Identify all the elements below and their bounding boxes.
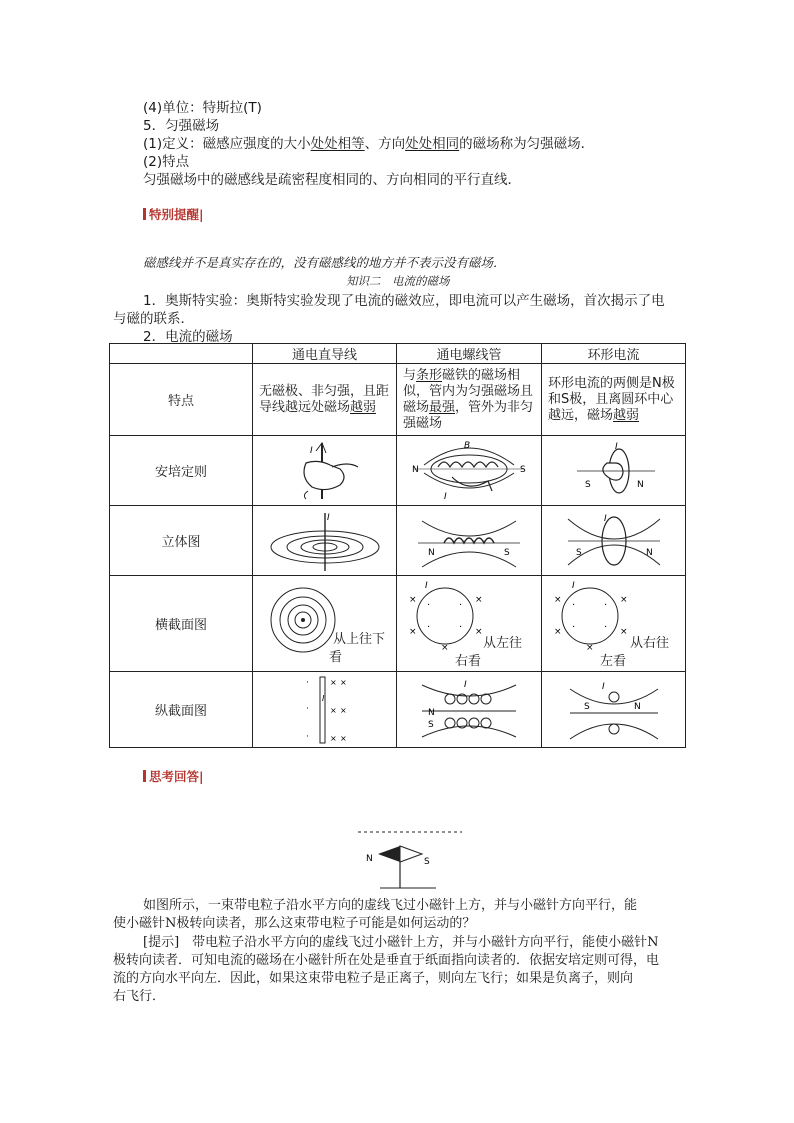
long-dot-1: · (305, 677, 309, 688)
label-bar-2 (143, 770, 146, 782)
cross-3: × (475, 595, 483, 605)
unit-line: (4)单位：特斯拉(T) (143, 100, 262, 116)
oersted-line-2: 与磁的联系． (113, 311, 194, 327)
special-note-label-text: 特别提醒 (149, 207, 200, 222)
label-N-3d: N (428, 547, 435, 558)
label-I-ring-3d: I (603, 513, 607, 524)
special-note-label: 特别提醒| (143, 205, 204, 223)
dot-2: · (459, 600, 463, 611)
cell-ring-ampere (542, 436, 686, 506)
answer-line-4: 右飞行． (113, 989, 166, 1004)
cell-ring-cross (542, 576, 686, 672)
label-S: S (520, 464, 526, 475)
long-dot-3: · (305, 731, 309, 742)
label-I-ring: I (614, 441, 618, 452)
dot-3: · (427, 622, 431, 633)
ring-3d-figure (554, 509, 674, 573)
solenoid-feature-suffix: ，管外为非匀强磁场 (403, 399, 534, 431)
ring-feature-underline: 越弱 (613, 407, 640, 423)
label-S-3d: S (504, 547, 510, 558)
long-cross-4: × (339, 705, 347, 715)
ring-cross-3: × (620, 595, 628, 605)
label-I-ring-long: I (601, 681, 605, 692)
ring-cross-5: × (586, 643, 594, 652)
current-field-heading: 2．电流的磁场 (143, 329, 233, 345)
ring-cross-4: × (620, 627, 628, 637)
long-cross-5: × (329, 733, 337, 743)
current-field-table (109, 343, 686, 748)
straight-cross-wrap (253, 576, 396, 671)
straight-wire-3d-figure (265, 509, 385, 573)
table-row-longitudinal (110, 672, 686, 748)
cell-ring-long (542, 672, 686, 748)
long-cross-2: × (339, 677, 347, 687)
cell-solenoid-3d (397, 506, 542, 576)
cell-straight-ampere (253, 436, 397, 506)
label-N-sol-long: N (428, 707, 435, 718)
features-text: 匀强磁场中的磁感线是疏密程度相同的、方向相同的平行直线． (143, 172, 521, 188)
ring-right-hand-figure (559, 439, 669, 503)
cell-straight-cross (253, 576, 397, 672)
compass-S-label: S (424, 857, 430, 867)
cell-straight-features (253, 364, 397, 436)
straight-wire-right-hand-figure (270, 439, 380, 503)
label-bar (143, 208, 146, 220)
label-S-ring: S (584, 479, 591, 490)
caption-top-down-b: 看 (329, 650, 343, 665)
caption-right-left-a: 从右往 (630, 636, 670, 651)
think-answer-label-text: 思考回答 (149, 769, 200, 784)
compass-N-label: N (366, 854, 373, 864)
label-N-ring-long: N (633, 701, 641, 712)
ring-cross-1: × (554, 595, 562, 605)
long-cross-1: × (329, 677, 337, 687)
ring-cross-wrap (542, 576, 685, 671)
table-row-ampere (110, 436, 686, 506)
cell-solenoid-ampere (397, 436, 542, 506)
knowledge-two-title: 知识二 电流的磁场 (346, 274, 450, 288)
solenoid-feature-underline-1: 条形 (416, 367, 443, 383)
header-empty (110, 344, 253, 364)
cross-1: × (409, 595, 417, 605)
header-solenoid: 通电螺线管 (397, 344, 542, 364)
ring-dot-1: · (572, 600, 576, 611)
label-I-sol-long: I (464, 679, 467, 690)
caption-left-right-a: 从左往 (483, 636, 523, 651)
straight-long-figure (270, 675, 380, 745)
definition-suffix: 的磁场称为匀强磁场． (459, 136, 595, 152)
ring-dot-2: · (604, 600, 608, 611)
cell-straight-long (253, 672, 397, 748)
row-label-3d: 立体图 (110, 506, 253, 576)
compass-figure (352, 826, 468, 892)
uniform-field-definition (143, 135, 594, 153)
label-I-long: I (321, 693, 324, 703)
definition-prefix: (1)定义：磁感应强度的大小 (143, 136, 311, 152)
cross-4: × (475, 627, 483, 637)
long-cross-3: × (329, 705, 337, 715)
label-B: B (464, 440, 471, 451)
think-answer-label: 思考回答| (143, 767, 204, 785)
cross-2: × (409, 627, 417, 637)
label-N-ring: N (636, 479, 644, 490)
ring-dot-4: · (604, 622, 608, 633)
cross-5: × (441, 643, 449, 652)
caption-right-left-b: 左看 (600, 654, 627, 669)
header-straight-wire: 通电直导线 (253, 344, 397, 364)
row-label-ampere: 安培定则 (110, 436, 253, 506)
ring-long-figure (554, 675, 674, 745)
answer-line-1: [提示] 带电粒子沿水平方向的虚线飞过小磁针上方，并与小磁针方向平行，能使小磁针N (143, 935, 659, 950)
question-line-2: 使小磁针N极转向读者，那么这束带电粒子可能是如何运动的？ (113, 916, 476, 931)
solenoid-feature-pre: 与 (403, 367, 417, 383)
label-I-solenoid: I (444, 491, 447, 502)
long-cross-6: × (339, 733, 347, 743)
definition-underline-2: 处处相同 (405, 136, 460, 152)
question-line-1: 如图所示，一束带电粒子沿水平方向的虚线飞过小磁针上方，并与小磁针方向平行，能 (143, 898, 638, 913)
caption-left-right-b: 右看 (455, 654, 482, 669)
solenoid-cross-wrap (397, 576, 541, 671)
caption-top-down-a: 从上往下 (333, 632, 386, 647)
answer-line-2: 极转向读者．可知电流的磁场在小磁针所在处是垂直于纸面指向读者的．依据安培定则可得，电 (113, 953, 660, 968)
cell-solenoid-features (397, 364, 542, 436)
table-row-3d (110, 506, 686, 576)
dot-4: · (459, 622, 463, 633)
ring-dot-3: · (572, 622, 576, 633)
oersted-line-1: 1．奥斯特实验：奥斯特实验发现了电流的磁效应，即电流可以产生磁场，首次揭示了电 (143, 293, 665, 309)
label-I: I (309, 445, 313, 456)
label-S-ring-long: S (583, 701, 590, 712)
answer-line-3: 流的方向水平向左．因此，如果这束带电粒子是正离子，则向左飞行；如果是负离子，则向 (113, 971, 634, 986)
solenoid-cross-figure (407, 578, 487, 652)
dot-1: · (427, 600, 431, 611)
row-label-longitudinal: 纵截面图 (110, 672, 253, 748)
definition-underline-1: 处处相等 (310, 136, 365, 152)
header-ring-current: 环形电流 (542, 344, 686, 364)
ring-feature-text: 环形电流的两侧是N极和S极，且离圆环中心越远，磁场 (548, 375, 675, 423)
definition-mid: 、方向 (364, 136, 406, 152)
solenoid-3d-figure (404, 509, 534, 573)
solenoid-long-figure (404, 675, 534, 745)
solenoid-feature-mid: 磁铁的磁场相似，管内为匀强磁场且磁场 (403, 367, 534, 415)
solenoid-feature-underline-2: 最强 (429, 399, 456, 415)
label-N: N (412, 464, 419, 475)
features-heading: (2)特点 (143, 154, 190, 170)
table-header-row (110, 344, 686, 364)
row-label-features: 特点 (110, 364, 253, 436)
label-N-ring-3d: N (645, 547, 653, 558)
cell-ring-3d (542, 506, 686, 576)
table-row-cross-section (110, 576, 686, 672)
straight-feature-text: 无磁极、非匀强，且距导线越远处磁场 (259, 383, 390, 415)
cell-solenoid-cross (397, 576, 542, 672)
cell-ring-features (542, 364, 686, 436)
label-I-3d: I (326, 512, 330, 523)
label-S-sol-long: S (428, 719, 434, 730)
ring-cross-figure (552, 578, 632, 652)
label-S-ring-3d: S (575, 547, 582, 558)
special-note-text: 磁感线并不是真实存在的，没有磁感线的地方并不表示没有磁场． (143, 255, 506, 270)
table-row-features (110, 364, 686, 436)
label-I-ring-cross: I (572, 581, 575, 591)
cell-solenoid-long (397, 672, 542, 748)
row-label-cross-section: 横截面图 (110, 576, 253, 672)
ring-cross-2: × (554, 627, 562, 637)
straight-feature-underline: 越弱 (350, 399, 377, 415)
long-dot-2: · (305, 703, 309, 714)
solenoid-right-hand-figure (404, 439, 534, 503)
uniform-field-heading: 5．匀强磁场 (143, 118, 220, 134)
label-I-cross: I (425, 581, 428, 591)
cell-straight-3d (253, 506, 397, 576)
